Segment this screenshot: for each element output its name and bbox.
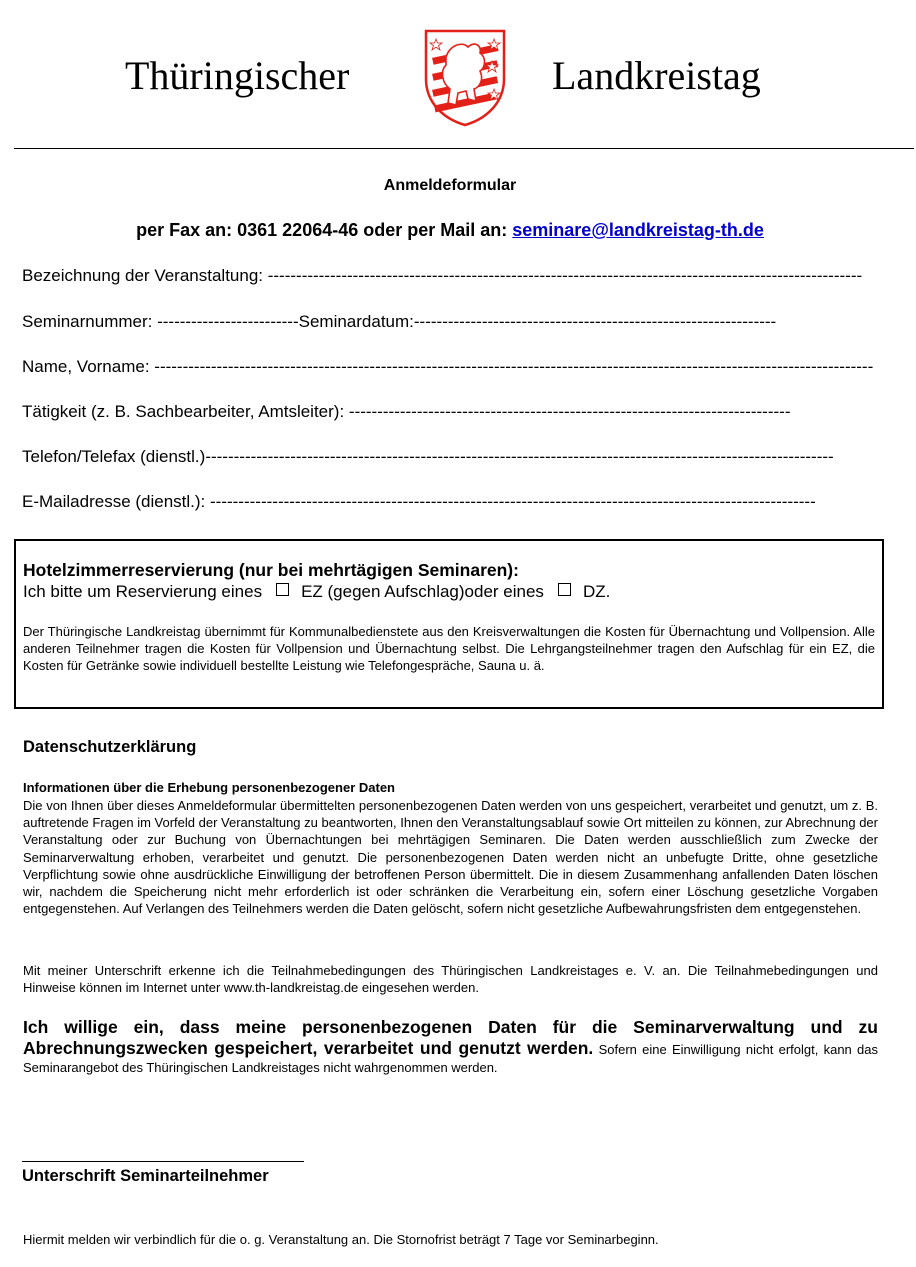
seminar-date-field[interactable]: Seminardatum:---------------------------------------------------------------- — [298, 312, 777, 331]
header-left-word: Thüringischer — [125, 53, 350, 98]
job-field[interactable]: Tätigkeit (z. B. Sachbearbeiter, Amtsleiter): ------------------------------------------------------------------------------ — [22, 402, 791, 421]
header-right-word: Landkreistag — [552, 53, 761, 98]
signature-terms-text: Mit meiner Unterschrift erkenne ich die Teilnahmebedingungen des Thüringischen Landkreistages e. V. an. Die Teilnahmebedingungen und Hinweise können im Internet unter www.th-landkreistag.de eingesehen werden. — [23, 963, 878, 996]
checkbox-dz-icon[interactable] — [558, 583, 571, 596]
checkbox-ez-icon[interactable] — [276, 583, 289, 596]
seminar-number-field[interactable]: Seminarnummer: ------------------------- — [22, 312, 299, 331]
hotel-info-text: Der Thüringische Landkreistag übernimmt für Kommunalbedienstete aus den Kreisverwaltungen die Kosten für Übernachtung und Vollpension. Alle anderen Teilnehmer tragen die Kosten für Vollpension und Übernachtung selbst. Die Lehrgangsteilnehmer tragen den Aufschlag für ein EZ, die Kosten für Getränke sowie individuell bestellte Leistung wie Telefongespräche, Sauna u. ä. — [23, 624, 875, 673]
thuringia-coat-of-arms-icon — [422, 27, 508, 127]
contact-line — [0, 220, 900, 241]
fax-text: per Fax an: 0361 22064-46 oder per Mail an: — [136, 220, 513, 240]
consent-paragraph — [23, 1017, 878, 1077]
consent-rest-text: Sofern eine Einwilligung nicht erfolgt, kann das Seminarangebot des Thüringischen Landkreistages nicht wahrgenommen werden. — [23, 1042, 878, 1075]
phone-field[interactable]: Telefon/Telefax (dienstl.)--------------------------------------------------------------------------------------------------------------- — [22, 447, 834, 466]
form-title: Anmeldeformular — [383, 177, 517, 194]
email-field[interactable]: E-Mailadresse (dienstl.): ----------------------------------------------------------------------------------------------------------- — [22, 492, 816, 511]
signature-line[interactable] — [22, 1161, 304, 1162]
footer-text: Hiermit melden wir verbindlich für die o. g. Veranstaltung an. Die Stornofrist beträgt 7 Tage vor Seminarbeginn. — [23, 1232, 659, 1247]
event-field[interactable]: Bezeichnung der Veranstaltung: --------------------------------------------------------------------------------------------------------- — [22, 266, 863, 285]
info-title: Informationen über die Erhebung personenbezogener Daten — [23, 780, 395, 795]
info-text: Die von Ihnen über dieses Anmeldeformular übermittelten personenbezogenen Daten werden von uns gespeichert, verarbeitet und genutzt, um z. B. auftretende Fragen im Vorfeld der Veranstaltung zu beantworten, Ihnen den Veranstaltungsablauf sowie Ort mitteilen zu können, zur Abrechnung der Veranstaltung oder zur Buchung von Übernachtungen bei mehrtägigen Seminaren. Die Daten werden ausschließlich zum Zwecke der Seminarverwaltung erhoben, verarbeitet und genutzt. Die personenbezogenen Daten werden nicht an unbefugte Dritte, ohne gesetzliche Verpflichtung sowie ohne ausdrückliche Einwilligung der betroffenen Person übermittelt. Die in diesem Zusammenhang anfallenden Daten löschen wir, nachdem die Speicherung nicht mehr erforderlich ist oder schränken die Verarbeitung ein, sofern einer Löschung gesetzliche Vorgaben entgegenstehen. Auf Verlangen des Teilnehmers werden die Daten gelöscht, sofern nicht gesetzliche Aufbewahrungsfristen dem entgegenstehen. — [23, 798, 878, 917]
header-divider — [14, 148, 914, 149]
hotel-line-start: Ich bitte um Reservierung eines — [23, 582, 263, 601]
email-link[interactable]: seminare@landkreistag-th.de — [512, 220, 764, 240]
consent-bold-text: Ich willige ein, dass meine personenbezogenen Daten für die Seminarverwaltung und zu Abrechnungszwecken gespeichert, verarbeitet und genutzt werden. — [23, 1017, 878, 1058]
option-ez-label: EZ (gegen Aufschlag)oder eines — [301, 582, 544, 601]
privacy-title: Datenschutzerklärung — [23, 738, 197, 756]
seminar-number-date-field[interactable] — [22, 311, 882, 333]
signature-label: Unterschrift Seminarteilnehmer — [22, 1167, 269, 1185]
option-dz-label: DZ. — [582, 582, 611, 601]
hotel-title: Hotelzimmerreservierung (nur bei mehrtägigen Seminaren): — [23, 560, 519, 580]
name-field[interactable]: Name, Vorname: ------------------------------------------------------------------------------------------------------------------------------- — [22, 357, 874, 376]
hotel-reservation-line — [23, 582, 610, 602]
